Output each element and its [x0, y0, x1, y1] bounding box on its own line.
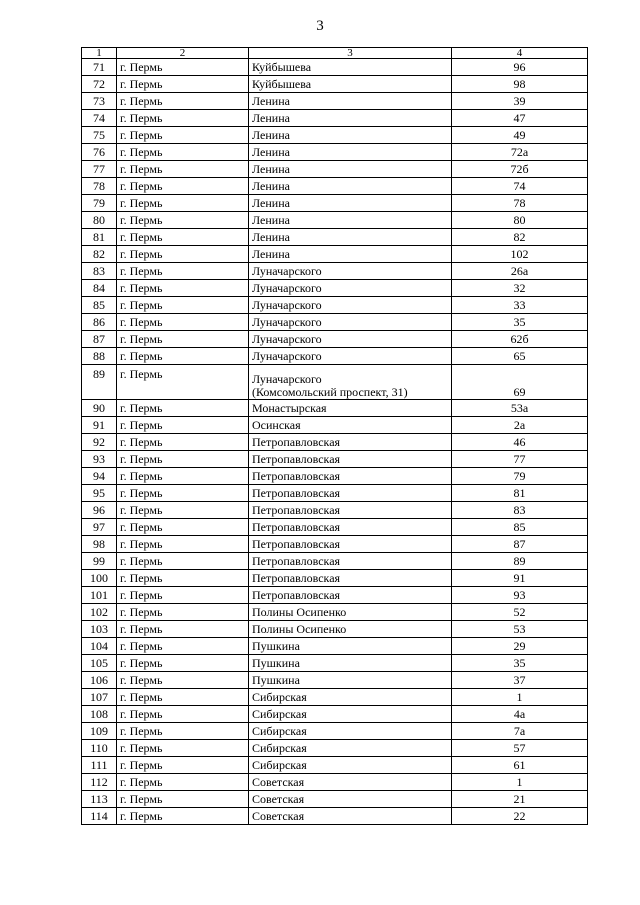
- city-cell: г. Пермь: [117, 706, 249, 723]
- table-row: [82, 280, 588, 297]
- house-number-cell: 4а: [452, 706, 588, 723]
- city-cell: г. Пермь: [117, 314, 249, 331]
- street-cell: Луначарского: [249, 331, 452, 348]
- street-cell: Куйбышева: [249, 59, 452, 76]
- city-cell: г. Пермь: [117, 621, 249, 638]
- row-number: 80: [82, 212, 117, 229]
- city-cell: г. Пермь: [117, 76, 249, 93]
- house-number-cell: 69: [452, 365, 588, 400]
- row-number: 113: [82, 791, 117, 808]
- house-number-cell: 47: [452, 110, 588, 127]
- house-number-cell: 33: [452, 297, 588, 314]
- row-number: 73: [82, 93, 117, 110]
- row-number: 75: [82, 127, 117, 144]
- table-row: [82, 553, 588, 570]
- house-number-cell: 57: [452, 740, 588, 757]
- table-row: [82, 434, 588, 451]
- street-cell: Пушкина: [249, 672, 452, 689]
- city-cell: г. Пермь: [117, 655, 249, 672]
- street-cell: Ленина: [249, 127, 452, 144]
- city-cell: г. Пермь: [117, 246, 249, 263]
- city-cell: г. Пермь: [117, 417, 249, 434]
- street-cell: Сибирская: [249, 689, 452, 706]
- table-row: [82, 706, 588, 723]
- street-cell: Ленина: [249, 212, 452, 229]
- house-number-cell: 82: [452, 229, 588, 246]
- table-row: [82, 331, 588, 348]
- city-cell: г. Пермь: [117, 604, 249, 621]
- house-number-cell: 81: [452, 485, 588, 502]
- city-cell: г. Пермь: [117, 740, 249, 757]
- city-cell: г. Пермь: [117, 110, 249, 127]
- city-cell: г. Пермь: [117, 59, 249, 76]
- row-number: 86: [82, 314, 117, 331]
- street-cell: Луначарского: [249, 348, 452, 365]
- city-cell: г. Пермь: [117, 757, 249, 774]
- city-cell: г. Пермь: [117, 774, 249, 791]
- street-cell: Ленина: [249, 178, 452, 195]
- row-number: 90: [82, 400, 117, 417]
- row-number: 98: [82, 536, 117, 553]
- street-cell: Куйбышева: [249, 76, 452, 93]
- table-row: [82, 791, 588, 808]
- house-number-cell: 61: [452, 757, 588, 774]
- table-row: [82, 93, 588, 110]
- column-header: 1: [82, 48, 117, 59]
- row-number: 108: [82, 706, 117, 723]
- city-cell: г. Пермь: [117, 297, 249, 314]
- city-cell: г. Пермь: [117, 348, 249, 365]
- row-number: 72: [82, 76, 117, 93]
- row-number: 91: [82, 417, 117, 434]
- row-number: 104: [82, 638, 117, 655]
- row-number: 82: [82, 246, 117, 263]
- column-header: 2: [117, 48, 249, 59]
- street-cell: Советская: [249, 791, 452, 808]
- street-cell: Ленина: [249, 93, 452, 110]
- street-cell: Полины Осипенко: [249, 604, 452, 621]
- row-number: 83: [82, 263, 117, 280]
- street-cell: Петропавловская: [249, 502, 452, 519]
- table-row: [82, 655, 588, 672]
- city-cell: г. Пермь: [117, 791, 249, 808]
- table-row: [82, 621, 588, 638]
- house-number-cell: 21: [452, 791, 588, 808]
- row-number: 74: [82, 110, 117, 127]
- city-cell: г. Пермь: [117, 93, 249, 110]
- street-cell: Ленина: [249, 161, 452, 178]
- table-row: [82, 502, 588, 519]
- street-cell: Луначарского: [249, 314, 452, 331]
- table-row: [82, 774, 588, 791]
- house-number-cell: 37: [452, 672, 588, 689]
- house-number-cell: 39: [452, 93, 588, 110]
- street-cell: Ленина: [249, 229, 452, 246]
- city-cell: г. Пермь: [117, 723, 249, 740]
- city-cell: г. Пермь: [117, 144, 249, 161]
- house-number-cell: 93: [452, 587, 588, 604]
- table-row: [82, 451, 588, 468]
- city-cell: г. Пермь: [117, 229, 249, 246]
- row-number: 97: [82, 519, 117, 536]
- city-cell: г. Пермь: [117, 280, 249, 297]
- street-cell: Петропавловская: [249, 468, 452, 485]
- house-number-cell: 87: [452, 536, 588, 553]
- house-number-cell: 7а: [452, 723, 588, 740]
- table-row: [82, 314, 588, 331]
- city-cell: г. Пермь: [117, 485, 249, 502]
- row-number: 88: [82, 348, 117, 365]
- house-number-cell: 96: [452, 59, 588, 76]
- city-cell: г. Пермь: [117, 451, 249, 468]
- city-cell: г. Пермь: [117, 689, 249, 706]
- table-row: [82, 263, 588, 280]
- table-row: [82, 689, 588, 706]
- street-cell: Ленина: [249, 195, 452, 212]
- table-row: [82, 808, 588, 825]
- row-number: 101: [82, 587, 117, 604]
- row-number: 76: [82, 144, 117, 161]
- street-cell: Луначарского: [249, 263, 452, 280]
- house-number-cell: 79: [452, 468, 588, 485]
- table-row: [82, 110, 588, 127]
- house-number-cell: 62б: [452, 331, 588, 348]
- table-row: [82, 638, 588, 655]
- row-number: 79: [82, 195, 117, 212]
- city-cell: г. Пермь: [117, 502, 249, 519]
- city-cell: г. Пермь: [117, 570, 249, 587]
- table-row: [82, 178, 588, 195]
- house-number-cell: 26а: [452, 263, 588, 280]
- column-header: 4: [452, 48, 588, 59]
- table-header-row: [82, 48, 588, 59]
- table-row: [82, 76, 588, 93]
- house-number-cell: 74: [452, 178, 588, 195]
- city-cell: г. Пермь: [117, 434, 249, 451]
- street-cell: Сибирская: [249, 723, 452, 740]
- city-cell: г. Пермь: [117, 178, 249, 195]
- row-number: 84: [82, 280, 117, 297]
- table-row: [82, 59, 588, 76]
- row-number: 89: [82, 365, 117, 400]
- street-cell: Сибирская: [249, 757, 452, 774]
- house-number-cell: 98: [452, 76, 588, 93]
- row-number: 78: [82, 178, 117, 195]
- city-cell: г. Пермь: [117, 331, 249, 348]
- table-row: [82, 127, 588, 144]
- row-number: 87: [82, 331, 117, 348]
- city-cell: г. Пермь: [117, 161, 249, 178]
- row-number: 95: [82, 485, 117, 502]
- table-row: [82, 348, 588, 365]
- table-row: [82, 468, 588, 485]
- city-cell: г. Пермь: [117, 212, 249, 229]
- row-number: 114: [82, 808, 117, 825]
- street-cell: Пушкина: [249, 655, 452, 672]
- city-cell: г. Пермь: [117, 638, 249, 655]
- house-number-cell: 35: [452, 655, 588, 672]
- row-number: 102: [82, 604, 117, 621]
- city-cell: г. Пермь: [117, 553, 249, 570]
- row-number: 109: [82, 723, 117, 740]
- street-cell: [249, 365, 452, 400]
- table-row: [82, 723, 588, 740]
- house-number-cell: 65: [452, 348, 588, 365]
- house-number-cell: 52: [452, 604, 588, 621]
- row-number: 71: [82, 59, 117, 76]
- street-cell: Петропавловская: [249, 434, 452, 451]
- house-number-cell: 85: [452, 519, 588, 536]
- column-header: 3: [249, 48, 452, 59]
- city-cell: г. Пермь: [117, 808, 249, 825]
- table-row: [82, 417, 588, 434]
- house-number-cell: 72а: [452, 144, 588, 161]
- city-cell: г. Пермь: [117, 587, 249, 604]
- house-number-cell: 77: [452, 451, 588, 468]
- street-cell: Пушкина: [249, 638, 452, 655]
- row-number: 99: [82, 553, 117, 570]
- row-number: 103: [82, 621, 117, 638]
- row-number: 77: [82, 161, 117, 178]
- table-row: [82, 400, 588, 417]
- table-row: [82, 161, 588, 178]
- house-number-cell: 2а: [452, 417, 588, 434]
- house-number-cell: 102: [452, 246, 588, 263]
- house-number-cell: 78: [452, 195, 588, 212]
- city-cell: г. Пермь: [117, 468, 249, 485]
- street-cell: Петропавловская: [249, 587, 452, 604]
- city-cell: г. Пермь: [117, 536, 249, 553]
- street-cell: Петропавловская: [249, 553, 452, 570]
- house-number-cell: 1: [452, 689, 588, 706]
- street-cell: Ленина: [249, 144, 452, 161]
- table-row: [82, 536, 588, 553]
- row-number: 112: [82, 774, 117, 791]
- house-number-cell: 22: [452, 808, 588, 825]
- street-cell: Советская: [249, 808, 452, 825]
- table-row: [82, 740, 588, 757]
- street-cell: Монастырская: [249, 400, 452, 417]
- street-cell: Петропавловская: [249, 451, 452, 468]
- house-number-cell: 91: [452, 570, 588, 587]
- house-number-cell: 53а: [452, 400, 588, 417]
- table-row: [82, 365, 588, 400]
- table-row: [82, 672, 588, 689]
- street-cell: Петропавловская: [249, 570, 452, 587]
- table-row: [82, 297, 588, 314]
- house-number-cell: 80: [452, 212, 588, 229]
- row-number: 93: [82, 451, 117, 468]
- city-cell: г. Пермь: [117, 195, 249, 212]
- table-row: [82, 144, 588, 161]
- house-number-cell: 89: [452, 553, 588, 570]
- row-number: 110: [82, 740, 117, 757]
- house-number-cell: 46: [452, 434, 588, 451]
- street-cell: Петропавловская: [249, 485, 452, 502]
- table-row: [82, 485, 588, 502]
- house-number-cell: 29: [452, 638, 588, 655]
- street-cell: Луначарского: [249, 280, 452, 297]
- street-cell: Осинская: [249, 417, 452, 434]
- row-number: 111: [82, 757, 117, 774]
- row-number: 105: [82, 655, 117, 672]
- city-cell: г. Пермь: [117, 263, 249, 280]
- street-cell: Петропавловская: [249, 519, 452, 536]
- street-cell: Петропавловская: [249, 536, 452, 553]
- city-cell: г. Пермь: [117, 519, 249, 536]
- page-number: 3: [316, 18, 324, 34]
- table-row: [82, 195, 588, 212]
- row-number: 100: [82, 570, 117, 587]
- house-number-cell: 1: [452, 774, 588, 791]
- city-cell: г. Пермь: [117, 365, 249, 400]
- row-number: 85: [82, 297, 117, 314]
- table-row: [82, 229, 588, 246]
- street-cell: Полины Осипенко: [249, 621, 452, 638]
- row-number: 92: [82, 434, 117, 451]
- house-number-cell: 49: [452, 127, 588, 144]
- street-note: (Комсомольский проспект, 31): [252, 385, 408, 399]
- table-row: [82, 604, 588, 621]
- street-cell: Луначарского: [249, 297, 452, 314]
- city-cell: г. Пермь: [117, 672, 249, 689]
- row-number: 81: [82, 229, 117, 246]
- table-row: [82, 570, 588, 587]
- street-cell: Ленина: [249, 110, 452, 127]
- house-number-cell: 35: [452, 314, 588, 331]
- table-row: [82, 519, 588, 536]
- row-number: 106: [82, 672, 117, 689]
- table-row: [82, 212, 588, 229]
- house-number-cell: 32: [452, 280, 588, 297]
- row-number: 94: [82, 468, 117, 485]
- house-number-cell: 83: [452, 502, 588, 519]
- street-cell: Ленина: [249, 246, 452, 263]
- street-name: Луначарского: [252, 372, 322, 386]
- street-cell: Сибирская: [249, 706, 452, 723]
- house-number-cell: 72б: [452, 161, 588, 178]
- table-row: [82, 246, 588, 263]
- city-cell: г. Пермь: [117, 400, 249, 417]
- row-number: 96: [82, 502, 117, 519]
- table-row: [82, 757, 588, 774]
- address-table: [81, 47, 588, 825]
- table-row: [82, 587, 588, 604]
- house-number-cell: 53: [452, 621, 588, 638]
- street-cell: Советская: [249, 774, 452, 791]
- city-cell: г. Пермь: [117, 127, 249, 144]
- street-cell: Сибирская: [249, 740, 452, 757]
- row-number: 107: [82, 689, 117, 706]
